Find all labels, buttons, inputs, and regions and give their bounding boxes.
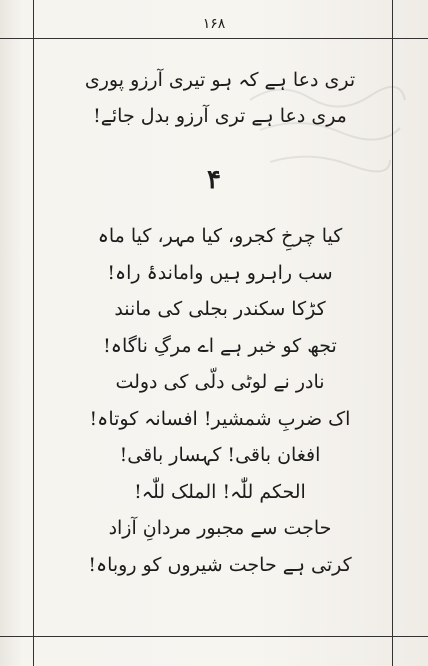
verse-line: حاجت سے مجبور مردانِ آزاد: [108, 517, 332, 539]
verse-line: کرتی ہے حاجت شیروں کو روباہ!: [88, 553, 352, 576]
verse-line: افغان باقی! کہسار باقی!: [119, 444, 321, 466]
verse-line: کڑکا سکندر بجلی کی مانند: [114, 298, 326, 320]
left-margin-rule: [33, 0, 34, 666]
poem-number: ۴: [207, 165, 221, 195]
verse-line: نادر نے لوٹی دلّی کی دولت: [115, 371, 325, 393]
verse-line: کیا چرخِ کجرو، کیا مہر، کیا ماہ: [97, 225, 343, 247]
header-rule: [0, 38, 428, 39]
right-margin-rule: [392, 0, 393, 666]
verse-line: تجھ کو خبر ہے اے مرگِ ناگاہ!: [103, 334, 337, 357]
poem-verses: [60, 218, 380, 583]
couplet-line: تری دعا ہے کہ ہو تیری آرزو پوری: [84, 69, 356, 91]
verse-line: اک ضربِ شمشیر! افسانہ کوتاہ!: [89, 407, 351, 430]
couplet-line: مری دعا ہے تری آرزو بدل جائے!: [93, 105, 347, 127]
opening-couplet: [60, 62, 380, 134]
verse-line: الحکم للّٰہ! الملک للّٰہ!: [134, 480, 306, 503]
page-number: ۱۶۸: [202, 16, 226, 32]
verse-line: سب راہرو ہیں واماندۂ راہ!: [107, 261, 333, 284]
footer-rule: [0, 636, 428, 637]
